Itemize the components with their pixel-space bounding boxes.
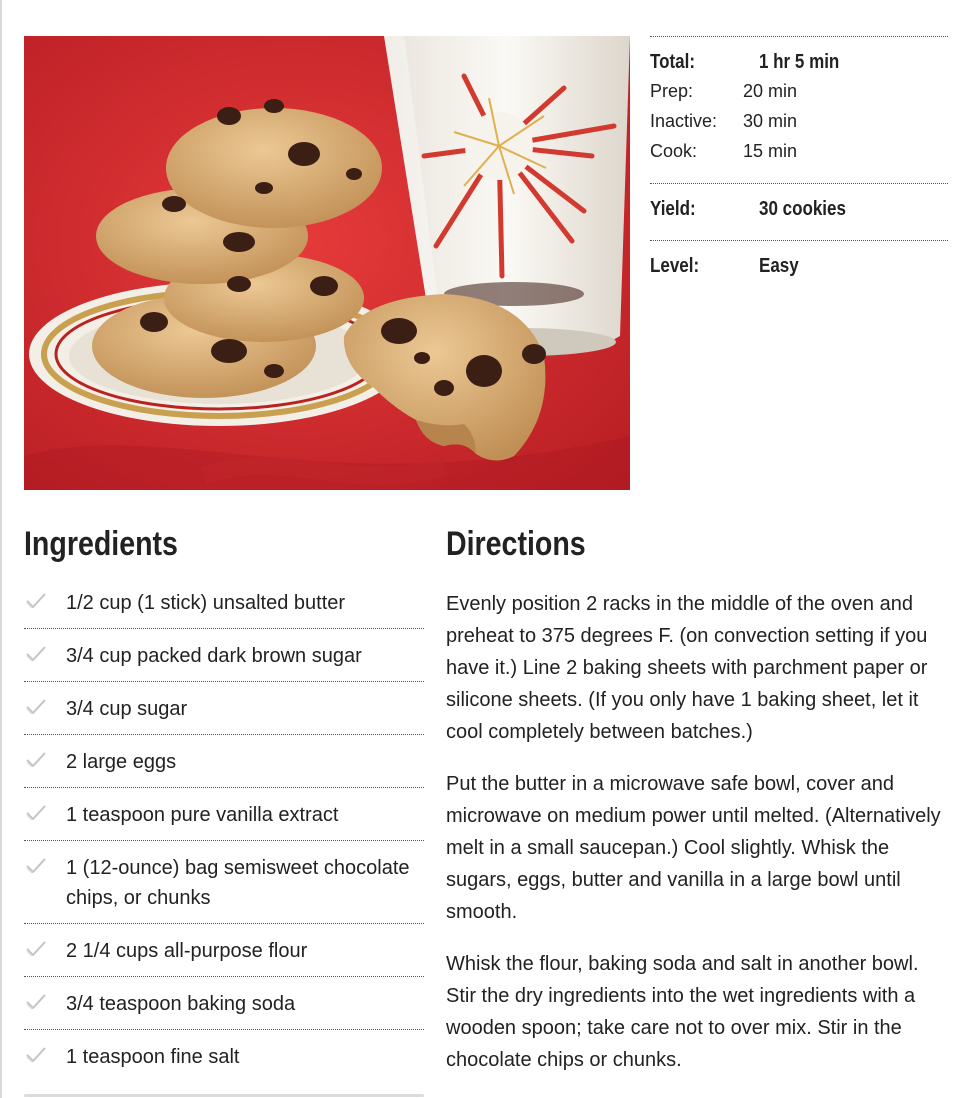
- checkmark-icon[interactable]: [24, 643, 48, 665]
- ingredient-item[interactable]: [24, 682, 424, 735]
- checkmark-icon[interactable]: [24, 696, 48, 718]
- level-block: [650, 241, 948, 297]
- checkmark-icon[interactable]: [24, 590, 48, 612]
- directions-body: [446, 588, 950, 1096]
- total-label: Total:: [650, 51, 696, 73]
- ingredient-text: 3/4 cup packed dark brown sugar: [66, 645, 362, 667]
- yield-label: Yield:: [650, 198, 696, 220]
- ingredient-item[interactable]: [24, 735, 424, 788]
- directions-heading: Directions: [446, 525, 586, 563]
- ingredient-text: 3/4 cup sugar: [66, 698, 188, 720]
- checkmark-icon[interactable]: [24, 938, 48, 960]
- ingredient-item[interactable]: [24, 1030, 424, 1082]
- direction-step-2: Put the butter in a microwave safe bowl, cover and microwave on medium power until melted. (Alternatively melt in a small saucepan.) Cool slightly. Whisk the sugars, eggs, butter and vanilla in a large bowl until smooth.: [446, 773, 941, 923]
- cook-label: Cook:: [650, 141, 698, 161]
- recipe-info: [650, 36, 948, 297]
- ingredient-item[interactable]: [24, 788, 424, 841]
- total-time-row: [650, 51, 948, 81]
- ingredient-item[interactable]: [24, 977, 424, 1030]
- checkmark-icon[interactable]: [24, 749, 48, 771]
- ingredient-text: 1 (12-ounce) bag semisweet chocolate chips, or chunks: [66, 857, 410, 909]
- ingredient-text: 2 1/4 cups all-purpose flour: [66, 940, 308, 962]
- ingredients-list: [24, 576, 424, 1082]
- yield-block: [650, 184, 948, 240]
- ingredient-item[interactable]: [24, 629, 424, 682]
- ingredient-item[interactable]: [24, 576, 424, 629]
- checkmark-icon[interactable]: [24, 855, 48, 877]
- ingredient-item[interactable]: [24, 924, 424, 977]
- ingredient-text: 2 large eggs: [66, 751, 177, 773]
- yield-value: 30 cookies: [759, 198, 846, 220]
- prep-time-row: [650, 81, 948, 111]
- cook-value: 15 min: [743, 141, 798, 161]
- prep-label: Prep:: [650, 81, 694, 101]
- checkmark-icon[interactable]: [24, 991, 48, 1013]
- inactive-time-row: [650, 111, 948, 141]
- direction-step-3: Whisk the flour, baking soda and salt in another bowl. Stir the dry ingredients into the wet ingredients with a wooden spoon; take care not to over mix. Stir in the chocolate chips or chunks.: [446, 953, 919, 1071]
- inactive-label: Inactive:: [650, 111, 718, 131]
- checkmark-icon[interactable]: [24, 802, 48, 824]
- prep-value: 20 min: [743, 81, 798, 101]
- list-end-rule: [24, 1094, 424, 1097]
- time-block: [650, 37, 948, 183]
- ingredient-text: 1/2 cup (1 stick) unsalted butter: [66, 592, 346, 614]
- level-value: Easy: [759, 255, 799, 277]
- ingredients-heading: Ingredients: [24, 525, 178, 563]
- recipe-photo[interactable]: [24, 36, 630, 490]
- level-label: Level:: [650, 255, 700, 277]
- level-row: [650, 255, 948, 285]
- total-value: 1 hr 5 min: [759, 51, 840, 73]
- cook-time-row: [650, 141, 948, 171]
- page-left-border: [0, 0, 2, 1098]
- ingredient-text: 3/4 teaspoon baking soda: [66, 993, 296, 1015]
- ingredient-text: 1 teaspoon fine salt: [66, 1046, 240, 1068]
- ingredient-text: 1 teaspoon pure vanilla extract: [66, 804, 339, 826]
- cookies-and-milk-illustration: [24, 36, 630, 490]
- direction-step-1: Evenly position 2 racks in the middle of the oven and preheat to 375 degrees F. (on convection setting if you have it.) Line 2 baking sheets with parchment paper or silicone sheets. (If you only have 1 baking sheet, let it cool completely between batches.): [446, 593, 928, 743]
- ingredient-item[interactable]: [24, 841, 424, 924]
- checkmark-icon[interactable]: [24, 1044, 48, 1066]
- inactive-value: 30 min: [743, 111, 798, 131]
- yield-row: [650, 198, 948, 228]
